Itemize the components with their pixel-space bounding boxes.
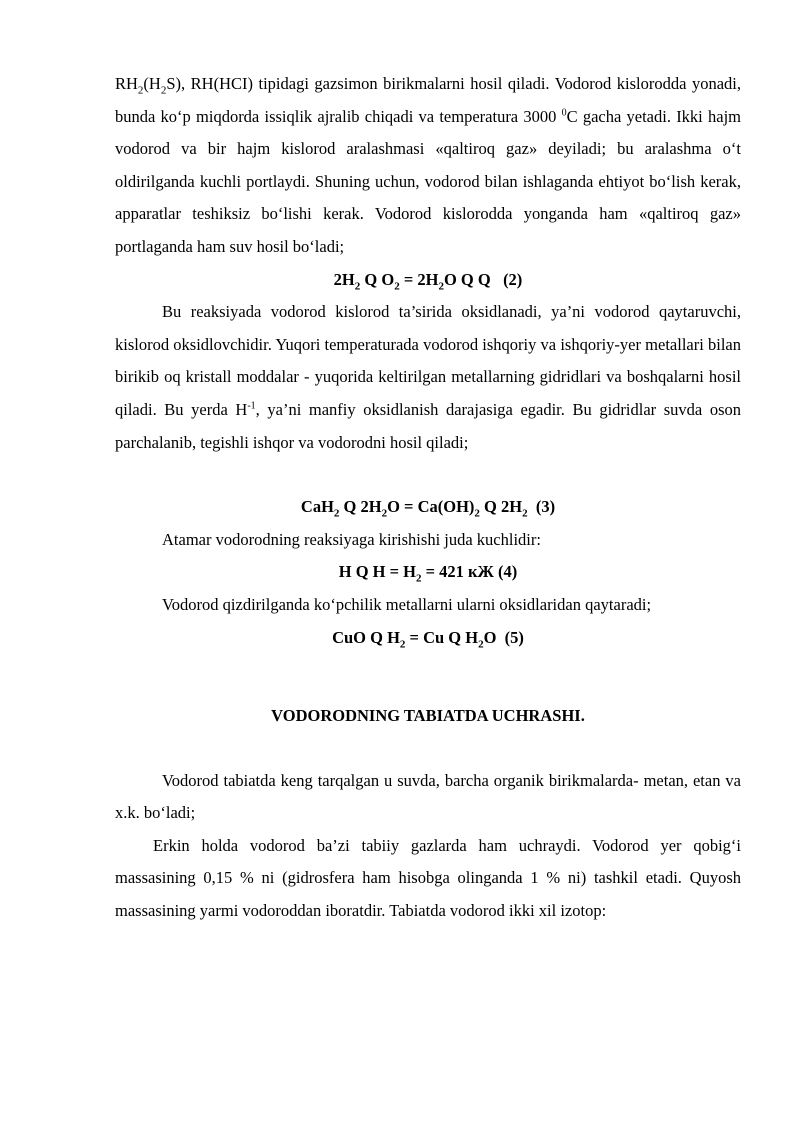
- spacer: [115, 459, 741, 491]
- document-page: [115, 68, 741, 928]
- equation-4: H Q $H = H_2 = 421$ кЖ (4): [338, 562, 518, 585]
- paragraph-reaction: Bu reaksiyada vodorod kislorod ta’sirida oksidlanadi, ya’ni vodorod qaytaruvchi, kislorod oksidlovchidir. Yuqori temperaturada vodorod ishqoriy va ishqoriy-yer metallari bilan birikib oq kristall moddalar - yuqorida keltirilgan metallarning gidridlari va boshqalarni hosil qiladi. Bu yerda $H^{-1}$, ya’ni manfiy oksidlanish darajasiga egadir. Bu gidridlar suvda oson parchalanib, tegishli ishqor va vodorodni hosil qiladi;: [115, 302, 741, 452]
- equation-3: CaH$_2$ Q $2H_2O = Ca(OH)_2$ Q $2H_2$ (3): [300, 497, 556, 520]
- spacer: [115, 733, 741, 765]
- section-heading: VODORODNING TABIATDA UCHRASHI.: [271, 706, 585, 726]
- line-atomar: Atamar vodorodning reaksiyaga kirishishi juda kuchlidir:: [162, 529, 541, 549]
- spacer: [115, 654, 741, 700]
- paragraph-free-state: Erkin holda vodorod ba’zi tabiiy gazlarda ham uchraydi. Vodorod yer qobig‘i massasining 0,15 % ni (gidrosfera ham hisobga olinganda 1 % ni) tashkil etadi. Quyosh massasining yarmi vodoroddan iboratdir. Tabiatda vodorod ikki xil izotop:: [115, 835, 741, 921]
- equation-2: $2H_2$ Q $O_2 = 2H_2O$ Q Q (2): [333, 269, 523, 292]
- paragraph-intro: $RH_2(H_2S)$, RH(HCI) tipidagi gazsimon birikmalarni hosil qiladi. Vodorod kislorodda yonadi, bunda ko‘p miqdorda issiqlik ajralib chiqadi va temperatura 3000 $^0$C gacha yetadi. Ikki hajm vodorod va bir hajm kislorod aralashmasi «qaltiroq gaz» deyiladi; bu aralashma o‘t oldirilganda kuchli portlaydi. Shuning uchun, vodorod bilan ishlaganda ehtiyot bo‘lish kerak, apparatlar teshiksiz bo‘lishi kerak. Vodorod kislorodda yonganda ham «qaltiroq gaz» portlaganda ham suv hosil bo‘ladi;: [115, 74, 741, 256]
- line-qizdir: Vodorod qizdirilganda ko‘pchilik metallarni ularni oksidlaridan qaytaradi;: [162, 594, 652, 614]
- equation-5: CuO Q $H_2 = Cu$ Q $H_2O$ (5): [332, 627, 524, 650]
- paragraph-nature: Vodorod tabiatda keng tarqalgan u suvda, barcha organik birikmalarda- metan, etan va x.k. bo‘ladi;: [115, 770, 741, 823]
